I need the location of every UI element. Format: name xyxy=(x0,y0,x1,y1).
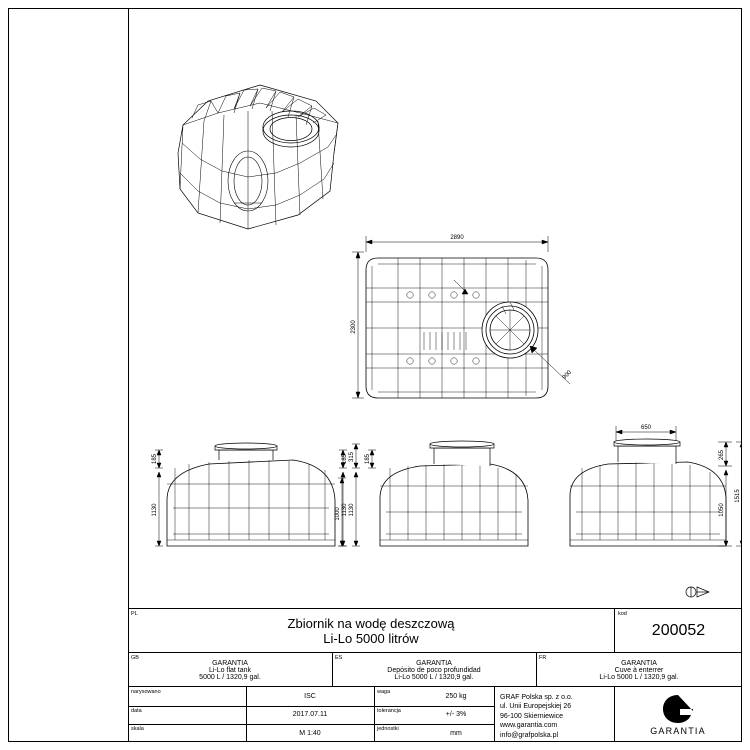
isometric-view xyxy=(178,85,338,229)
dim-label-front-1130: 1130 xyxy=(152,503,158,517)
dim-label-2890: 2890 xyxy=(450,235,464,241)
title-block xyxy=(128,608,742,742)
field-label-narysowano: narysowano xyxy=(131,689,161,695)
lang-brand-gb: GARANTIA xyxy=(212,659,248,667)
product-title xyxy=(128,609,614,653)
company-name: GRAF Polska sp. z o.o. xyxy=(500,694,573,701)
dim-label-front-185: 185 xyxy=(152,453,158,465)
field-label-waga: waga xyxy=(377,689,391,695)
lang-line1-gb: Li-Lo flat tank xyxy=(208,666,252,674)
lang-line2-es: Li-Lo 5000 L / 1320,9 gal. xyxy=(394,673,474,681)
field-value-data: 2017.07.11 xyxy=(292,711,328,719)
front-manhole-neck xyxy=(215,443,277,460)
lang-code-es: ES xyxy=(335,655,343,661)
company-street: ul. Unii Europejskiej 26 xyxy=(500,703,572,711)
dim-label-front-right-185: 185 xyxy=(342,453,348,465)
dim-label-2300: 2300 xyxy=(351,320,357,334)
dim-label-side-315: 315 xyxy=(349,451,355,463)
dim-label-900: 900 xyxy=(561,369,573,381)
lang-brand-fr: GARANTIA xyxy=(621,659,657,667)
company-email: info@grafpolska.pl xyxy=(500,731,559,739)
side-view xyxy=(335,441,528,546)
pl-label: PL xyxy=(131,611,138,617)
right-view xyxy=(570,425,742,546)
first-angle-projection-icon xyxy=(686,587,709,597)
field-value-narysowano: ISC xyxy=(304,692,316,700)
garantia-logo xyxy=(614,687,742,743)
manhole-plan xyxy=(482,302,538,358)
field-value-skala: M 1:40 xyxy=(299,730,321,738)
lang-line2-fr: Li-Lo 5000 L / 1320,9 gal. xyxy=(599,673,679,681)
field-value-jednostki: mm xyxy=(450,730,462,738)
side-manhole-neck xyxy=(430,441,494,466)
field-label-skala: skala xyxy=(131,726,144,733)
drawing-area xyxy=(128,8,742,608)
field-label-data: data xyxy=(131,707,142,714)
dim-label-side-1000: 1000 xyxy=(335,507,341,521)
company-web: www.garantia.com xyxy=(500,722,558,730)
top-view xyxy=(351,235,573,398)
product-title-line1: Zbiornik na wodę deszczową xyxy=(287,616,455,631)
company-city: 96-100 Skierniewice xyxy=(500,712,564,720)
lang-cell-es xyxy=(332,653,536,687)
field-label-tolerancja: tolerancja xyxy=(377,707,401,714)
dim-label-right-1050: 1050 xyxy=(719,503,725,517)
kod-label: kod xyxy=(618,611,627,617)
kod-box xyxy=(614,609,742,653)
dim-label-right-1515: 1515 xyxy=(735,489,741,503)
dim-label-right-650: 650 xyxy=(640,425,652,431)
lang-line1-es: Depósito de poco profundidad xyxy=(387,666,481,674)
lang-cell-gb xyxy=(128,653,332,687)
meta-row xyxy=(128,686,742,742)
lang-code-fr: FR xyxy=(539,655,547,661)
title-row xyxy=(128,608,742,652)
dim-label-side-1130: 1130 xyxy=(349,503,355,517)
lang-cell-fr xyxy=(536,653,742,687)
kod-value: 200052 xyxy=(651,622,706,639)
lang-line1-fr: Cuve à enterrer xyxy=(614,666,664,674)
lang-brand-es: GARANTIA xyxy=(416,659,452,667)
right-manhole-neck xyxy=(614,439,680,464)
field-label-jednostki: jednostki xyxy=(377,726,399,733)
lang-line2-gb: 5000 L / 1320,9 gal. xyxy=(199,673,261,681)
product-title-line2: Li-Lo 5000 litrów xyxy=(323,631,419,646)
garantia-logo-mark xyxy=(661,694,695,724)
dim-label-side-185: 185 xyxy=(365,453,371,465)
language-row xyxy=(128,652,742,686)
field-value-tolerancja: +/- 3% xyxy=(445,711,467,719)
front-view xyxy=(152,443,348,546)
lang-code-gb: GB xyxy=(131,655,139,661)
dim-label-front-right-1130: 1130 xyxy=(342,503,348,517)
field-value-waga: 250 kg xyxy=(445,692,467,700)
technical-drawing-svg xyxy=(128,8,742,608)
dim-label-right-265: 265 xyxy=(719,449,725,461)
garantia-logo-text: GARANTIA xyxy=(650,726,706,736)
